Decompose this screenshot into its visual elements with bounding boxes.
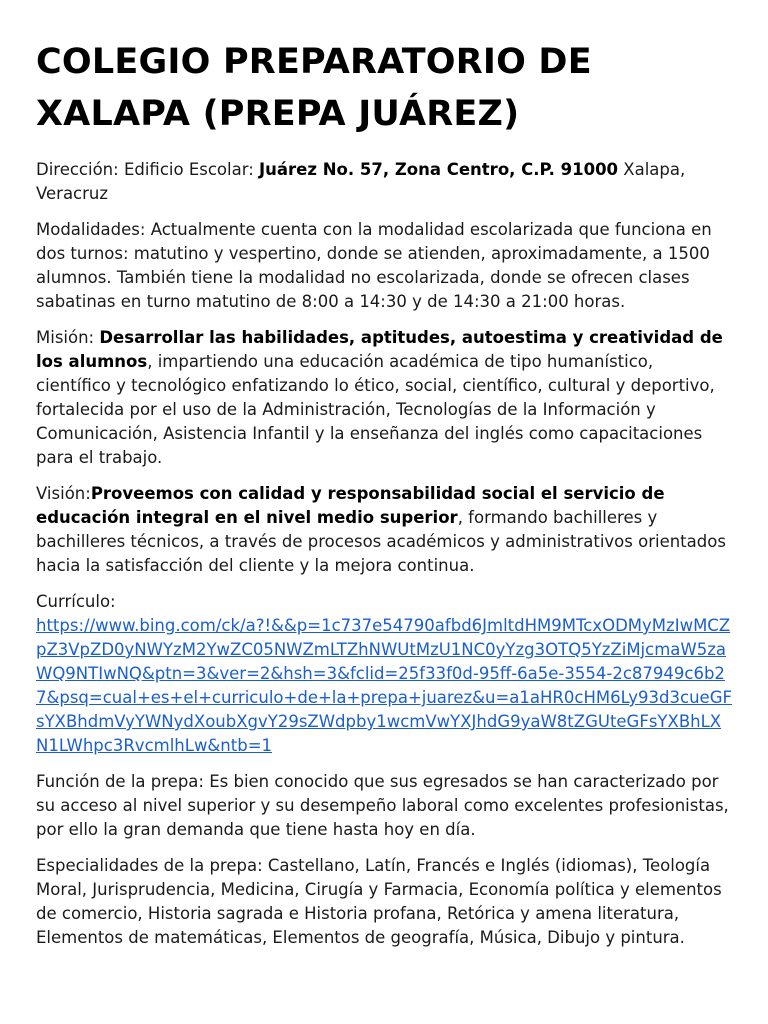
direccion-paragraph xyxy=(36,158,732,206)
curriculo-paragraph xyxy=(36,590,732,758)
mision-label: Misión: xyxy=(36,328,100,347)
direccion-city: Xalapa, Veracruz xyxy=(36,160,686,203)
direccion-address: Juárez No. 57, Zona Centro, C.P. 91000 xyxy=(259,160,619,179)
vision-paragraph xyxy=(36,482,732,578)
direccion-label: Dirección: Edificio Escolar: xyxy=(36,160,259,179)
curriculo-link[interactable]: https://www.bing.com/ck/a?!&&p=1c737e54790afbd6JmltdHM9MTcxODMyMzIwMCZpZ3VpZD0yNWYzM2YwZC05NWZmLTZhNWUtMzU1NC0yYzg3OTQ5YzZiMjcmaW5zaWQ9NTIwNQ&ptn=3&ver=2&hsh=3&fclid=25f33f0d-95ff-6a5e-3554-2c87949c6b27&psq=cual+es+el+curriculo+de+la+prepa+juarez&u=a1aHR0cHM6Ly93d3cueGFsYXBhdmVyYWNydXoubXgvY29sZWdpby1wcmVwYXJhdG9yaW8tZGUteGFsYXBhLXN1LWhpc3RvcmlhLw&ntb=1 xyxy=(36,616,732,755)
modalidades-paragraph: Modalidades: Actualmente cuenta con la modalidad escolarizada que funciona en dos turnos: matutino y vespertino, donde se atienden, aproximadamente, a 1500 alumnos. También tiene la modalidad no escolarizada, donde se ofrecen clases sabatinas en turno matutino de 8:00 a 14:30 y de 14:30 a 21:00 horas. xyxy=(36,220,712,311)
mision-paragraph xyxy=(36,326,732,470)
vision-highlight: Proveemos con calidad y responsabilidad social el servicio de educación integral en el nivel medio superior xyxy=(36,484,665,527)
mision-highlight: Desarrollar las habilidades, aptitudes, autoestima y creatividad de los alumnos xyxy=(36,328,723,371)
vision-rest: , formando bachilleres y bachilleres técnicos, a través de procesos académicos y administrativos orientados hacia la satisfacción del cliente y la mejora continua. xyxy=(36,508,726,575)
especialidades-paragraph: Especialidades de la prepa: Castellano, Latín, Francés e Inglés (idiomas), Teología Moral, Jurisprudencia, Medicina, Cirugía y Farmacia, Economía política y elementos de comercio, Historia sagrada e Historia profana, Retórica y amena literatura, Elementos de matemáticas, Elementos de geografía, Música, Dibujo y pintura. xyxy=(36,856,722,947)
mision-rest: , impartiendo una educación académica de tipo humanístico, científico y tecnológico enfatizando lo ético, social, científico, cultural y deportivo, fortalecida por el uso de la Administración, Tecnologías de la Información y Comunicación, Asistencia Infantil y la enseñanza del inglés como capacitaciones para el trabajo. xyxy=(36,352,715,467)
funcion-paragraph: Función de la prepa: Es bien conocido que sus egresados se han caracterizado por su acceso al nivel superior y su desempeño laboral como excelentes profesionistas, por ello la gran demanda que tiene hasta hoy en día. xyxy=(36,772,729,839)
curriculo-label: Currículo: xyxy=(36,592,116,611)
page-title: COLEGIO PREPARATORIO DE XALAPA (PREPA JUÁREZ) xyxy=(36,42,592,134)
vision-label: Visión: xyxy=(36,484,91,503)
